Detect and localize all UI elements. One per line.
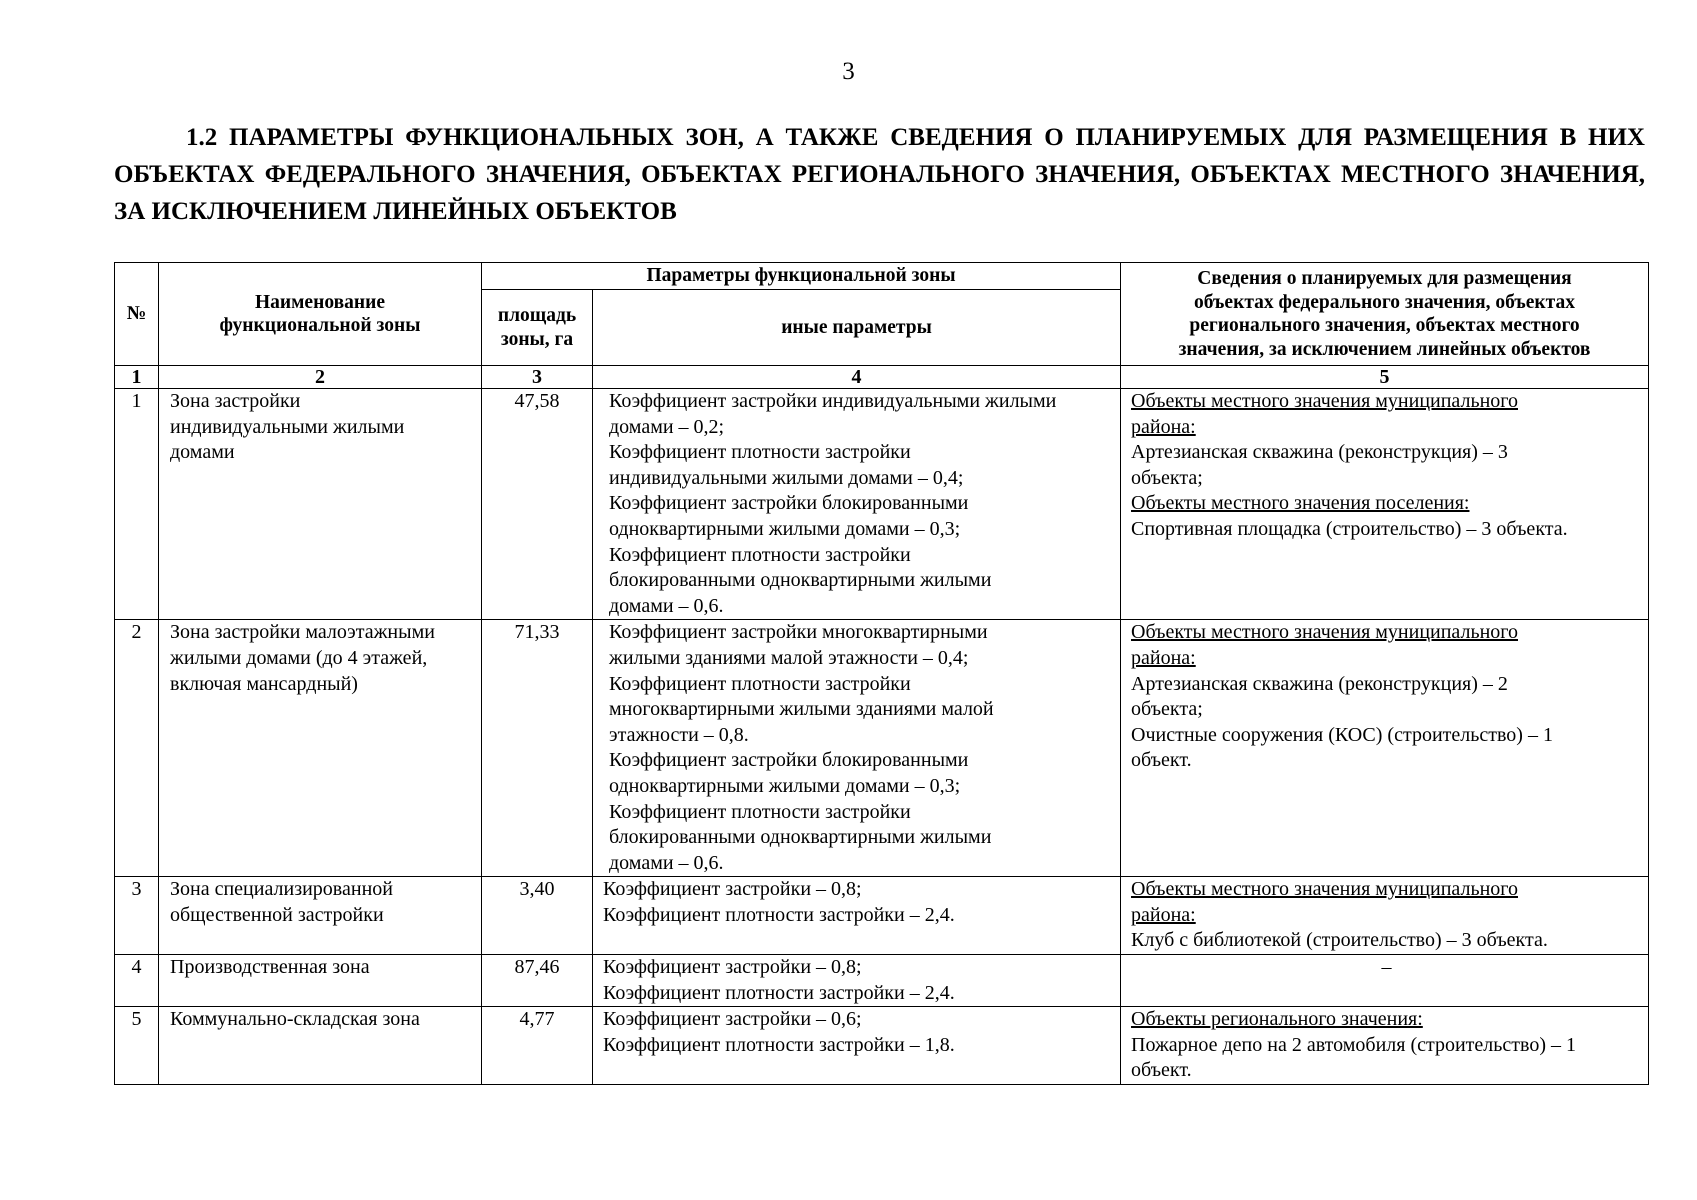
objects-category-heading: Объекты регионального значения: xyxy=(1131,1008,1423,1031)
zone-name-line: Производственная зона xyxy=(170,956,370,979)
section-heading: 1.2 ПАРАМЕТРЫ ФУНКЦИОНАЛЬНЫХ ЗОН, А ТАКЖЕ СВЕДЕНИЯ О ПЛАНИРУЕМЫХ ДЛЯ РАЗМЕЩЕНИЯ В НИХ ОБЪЕКТАХ ФЕДЕРАЛЬНОГО ЗНАЧЕНИЯ, ОБЪЕКТАХ РЕГИОНАЛЬНОГО ЗНАЧЕНИЯ, ОБЪЕКТАХ МЕСТНОГО ЗНАЧЕНИЯ, ЗА ИСКЛЮЧЕНИЕМ ЛИНЕЙНЫХ ОБЪЕКТОВ xyxy=(114,124,1645,225)
zone-params-cell xyxy=(593,389,1121,620)
zone-name-line: индивидуальными жилыми xyxy=(170,415,405,438)
zone-param-line: домами – 0,6. xyxy=(609,594,724,617)
header-params-group: Параметры функциональной зоны xyxy=(482,263,1121,290)
objects-category-heading: Объекты местного значения муниципального xyxy=(1131,878,1518,901)
header-zone-name-line: Наименование xyxy=(255,291,385,313)
zone-param-line: Коэффициент застройки многоквартирными xyxy=(609,621,988,644)
header-zone-name-line: функциональной зоны xyxy=(219,315,421,336)
zone-params-cell xyxy=(593,955,1121,1007)
zone-area-cell: 47,58 xyxy=(482,389,593,620)
zone-param-line: блокированными одноквартирными жилыми xyxy=(609,569,992,592)
zone-param-line: Коэффициент застройки – 0,8; xyxy=(603,878,862,901)
planned-objects-cell xyxy=(1121,389,1649,620)
zone-param-line: индивидуальными жилыми домами – 0,4; xyxy=(609,466,964,489)
zone-name-cell xyxy=(159,877,482,955)
header-area-line: площадь xyxy=(497,305,577,326)
header-zone-name xyxy=(159,263,482,366)
planned-object-line: Спортивная площадка (строительство) – 3 объекта. xyxy=(1131,517,1568,540)
planned-object-line: Очистные сооружения (КОС) (строительство) – 1 xyxy=(1131,723,1553,746)
zone-params-cell xyxy=(593,620,1121,877)
zone-area-cell: 4,77 xyxy=(482,1007,593,1085)
planned-objects-cell xyxy=(1121,620,1649,877)
zone-param-line: жилыми зданиями малой этажности – 0,4; xyxy=(609,646,969,669)
row-number: 5 xyxy=(115,1007,159,1085)
no-objects-dash: – xyxy=(1381,956,1392,979)
zone-param-line: этажности – 0,8. xyxy=(609,723,749,746)
header-num: № xyxy=(115,263,159,366)
zone-name-cell xyxy=(159,620,482,877)
zone-params-cell xyxy=(593,1007,1121,1085)
table-body xyxy=(115,366,1649,1085)
objects-category-heading: Объекты местного значения муниципального xyxy=(1131,621,1518,644)
planned-objects-cell xyxy=(1121,955,1649,1007)
planned-objects-cell xyxy=(1121,1007,1649,1085)
table-row xyxy=(115,1007,1649,1085)
planned-objects-cell xyxy=(1121,877,1649,955)
table-row xyxy=(115,389,1649,620)
zone-param-line: домами – 0,6. xyxy=(609,851,724,874)
column-number: 3 xyxy=(482,366,593,389)
zone-param-line: многоквартирными жилыми зданиями малой xyxy=(609,698,994,721)
zones-table xyxy=(114,262,1649,1085)
objects-category-heading: Объекты местного значения поселения: xyxy=(1131,492,1470,515)
zone-param-line: Коэффициент застройки – 0,6; xyxy=(603,1008,862,1031)
zone-area-cell: 71,33 xyxy=(482,620,593,877)
row-number: 3 xyxy=(115,877,159,955)
header-area-line: зоны, га xyxy=(500,328,574,350)
column-number: 2 xyxy=(159,366,482,389)
zone-area-cell: 87,46 xyxy=(482,955,593,1007)
zone-param-line: одноквартирными жилыми домами – 0,3; xyxy=(609,774,961,797)
zone-param-line: одноквартирными жилыми домами – 0,3; xyxy=(609,517,961,540)
zone-name-line: жилыми домами (до 4 этажей, xyxy=(170,646,428,669)
zone-area-cell: 3,40 xyxy=(482,877,593,955)
header-objects-line: Сведения о планируемых для размещения xyxy=(1197,268,1572,289)
zone-param-line: Коэффициент застройки блокированными xyxy=(609,492,969,515)
zone-param-line: Коэффициент плотности застройки – 2,4. xyxy=(603,981,955,1004)
planned-object-line: Артезианская скважина (реконструкция) – 3 xyxy=(1131,441,1508,464)
objects-category-heading: района: xyxy=(1131,903,1196,926)
header-objects-line: объектах федерального значения, объектах xyxy=(1194,291,1575,313)
zone-name-cell xyxy=(159,1007,482,1085)
zone-params-cell xyxy=(593,877,1121,955)
zone-name-line: Зона специализированной xyxy=(170,878,393,901)
zone-name-line: домами xyxy=(170,441,235,464)
column-number: 5 xyxy=(1121,366,1649,389)
objects-category-heading: района: xyxy=(1131,415,1196,438)
zone-param-line: Коэффициент плотности застройки – 1,8. xyxy=(603,1033,955,1056)
planned-object-line: Клуб с библиотекой (строительство) – 3 объекта. xyxy=(1131,929,1548,952)
zone-param-line: блокированными одноквартирными жилыми xyxy=(609,826,992,849)
zone-param-line: Коэффициент застройки – 0,8; xyxy=(603,956,862,979)
zone-name-line: включая мансардный) xyxy=(170,672,358,695)
row-number: 4 xyxy=(115,955,159,1007)
row-number: 1 xyxy=(115,389,159,620)
planned-object-line: объекта; xyxy=(1131,698,1203,721)
column-number: 1 xyxy=(115,366,159,389)
zone-param-line: Коэффициент плотности застройки – 2,4. xyxy=(603,903,955,926)
planned-object-line: Пожарное депо на 2 автомобиля (строительство) – 1 xyxy=(1131,1033,1576,1056)
zone-param-line: Коэффициент застройки блокированными xyxy=(609,749,969,772)
table-row xyxy=(115,877,1649,955)
objects-category-heading: района: xyxy=(1131,646,1196,669)
page-number: 3 xyxy=(842,58,855,85)
column-number: 4 xyxy=(593,366,1121,389)
zone-name-cell xyxy=(159,389,482,620)
zone-name-line: Коммунально-складская зона xyxy=(170,1008,420,1031)
zones-table-container xyxy=(114,262,1648,1085)
header-planned-objects xyxy=(1121,263,1649,366)
planned-object-line: объекта; xyxy=(1131,466,1203,489)
zone-name-cell xyxy=(159,955,482,1007)
header-area xyxy=(482,290,593,366)
header-objects-line: значения, за исключением линейных объектов xyxy=(1178,338,1591,360)
objects-category-heading: Объекты местного значения муниципального xyxy=(1131,390,1518,412)
zone-param-line: Коэффициент застройки индивидуальными жилыми xyxy=(609,390,1057,412)
header-objects-line: регионального значения, объектах местного xyxy=(1189,315,1580,336)
zone-param-line: Коэффициент плотности застройки xyxy=(609,441,911,464)
header-other-params: иные параметры xyxy=(593,290,1121,366)
planned-object-line: Артезианская скважина (реконструкция) – 2 xyxy=(1131,672,1508,695)
zone-name-line: Зона застройки xyxy=(170,390,301,412)
table-row xyxy=(115,955,1649,1007)
table-row xyxy=(115,620,1649,877)
planned-object-line: объект. xyxy=(1131,1059,1192,1082)
row-number: 2 xyxy=(115,620,159,877)
zone-param-line: Коэффициент плотности застройки xyxy=(609,800,911,823)
zone-name-line: общественной застройки xyxy=(170,903,384,926)
planned-object-line: объект. xyxy=(1131,749,1192,772)
zone-param-line: Коэффициент плотности застройки xyxy=(609,672,911,695)
column-number-row xyxy=(115,366,1649,389)
zone-param-line: Коэффициент плотности застройки xyxy=(609,543,911,566)
zone-param-line: домами – 0,2; xyxy=(609,415,725,438)
zone-name-line: Зона застройки малоэтажными xyxy=(170,621,435,644)
